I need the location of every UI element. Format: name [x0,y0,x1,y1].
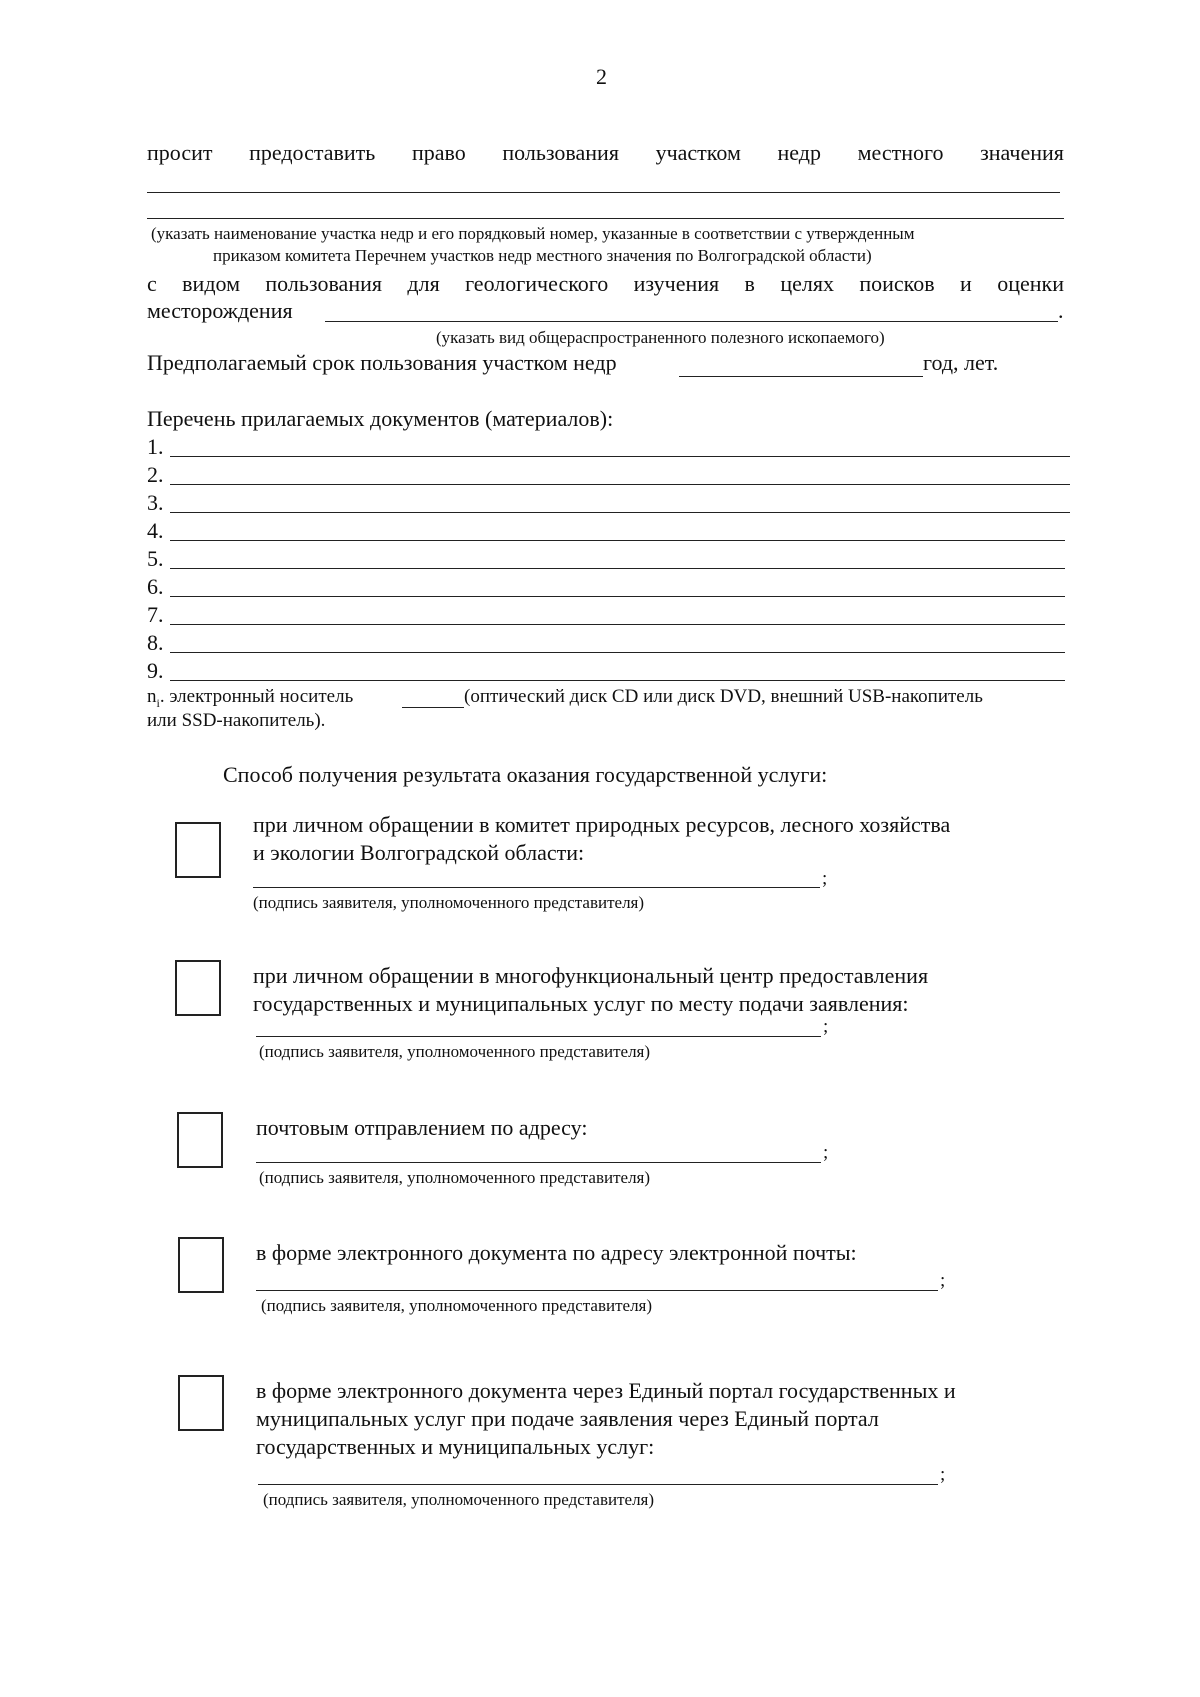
option-in-person-committee-checkbox[interactable] [175,822,221,878]
option-in-person-committee-line1: при личном обращении в комитет природных ресурсов, лесного хозяйства [253,812,951,837]
documents-heading: Перечень прилагаемых документов (материалов): [147,406,614,431]
electronic-media-count-line[interactable] [402,707,464,708]
site-name-hint: (указать наименование участка недр и его порядковый номер, указанные в соответствии с утвержденным [151,224,915,243]
request-word: предоставить [249,140,376,165]
mineral-type-hint: (указать вид общераспространенного полезного ископаемого) [436,328,885,347]
document-item-number: 7. [147,602,164,627]
option-post-line1: почтовым отправлением по адресу: [256,1115,588,1140]
electronic-media-item [147,686,353,711]
ni-text: . электронный носитель [159,686,354,707]
request-word: участком [655,140,741,165]
option-email-end: ; [940,1270,946,1291]
request-sentence [147,140,1064,166]
document-item-line[interactable] [170,456,1070,457]
option-in-person-committee-line2: и экологии Волгоградской области: [253,840,585,865]
document-item-line[interactable] [170,512,1070,513]
term-suffix: год, лет. [923,350,999,375]
page-number: 2 [596,64,607,89]
delivery-heading: Способ получения результата оказания государственной услуги: [223,762,828,787]
document-item-line[interactable] [170,540,1065,541]
option-email-signature-hint: (подпись заявителя, уполномоченного представителя) [261,1296,653,1315]
document-item-line[interactable] [170,568,1065,569]
request-word: недр [777,140,821,165]
option-mfc-checkbox[interactable] [175,960,221,1016]
deposit-label: месторождения [147,298,293,323]
option-post-end: ; [823,1142,829,1163]
request-word: местного [857,140,944,165]
option-mfc-line2: государственных и муниципальных услуг по месту подачи заявления: [253,991,909,1016]
usage-word: геологического [465,271,609,296]
usage-word: пользования [265,271,382,296]
document-item-line[interactable] [170,624,1065,625]
usage-word: в [744,271,755,296]
document-item-number: 5. [147,546,164,571]
usage-word: поисков [859,271,935,296]
mineral-type-line[interactable] [325,321,1058,322]
document-item-number: 2. [147,462,164,487]
document-item-number: 9. [147,658,164,683]
site-name-line-1[interactable] [147,192,1060,193]
document-item-line[interactable] [170,484,1070,485]
option-epgu-signature-line[interactable] [258,1484,938,1485]
document-item-number: 3. [147,490,164,515]
option-mfc-line1: при личном обращении в многофункциональный центр предоставления [253,963,929,988]
ni-sub: i [156,695,160,710]
usage-word: и [960,271,972,296]
option-mfc-end: ; [823,1016,829,1037]
option-epgu-line1: в форме электронного документа через Единый портал государственных и [256,1378,956,1403]
option-mfc-signature-line[interactable] [256,1036,821,1037]
document-item-line[interactable] [170,652,1065,653]
option-epgu-line3: государственных и муниципальных услуг: [256,1434,655,1459]
option-post-signature-line[interactable] [256,1162,821,1163]
usage-word: с [147,271,157,296]
usage-word: изучения [633,271,720,296]
option-epgu-end: ; [940,1464,946,1485]
option-mfc-signature-hint: (подпись заявителя, уполномоченного представителя) [259,1042,651,1061]
option-in-person-committee-end: ; [822,868,828,889]
option-email-signature-line[interactable] [256,1290,938,1291]
usage-word: для [407,271,440,296]
site-name-hint-2: приказом комитета Перечнем участков недр местного значения по Волгоградской области) [213,246,872,265]
electronic-media-options-2: или SSD-накопитель). [147,710,326,731]
document-item-number: 1. [147,434,164,459]
option-epgu-signature-hint: (подпись заявителя, уполномоченного представителя) [263,1490,655,1509]
option-email-line1: в форме электронного документа по адресу электронной почты: [256,1240,857,1265]
document-item-number: 8. [147,630,164,655]
request-word: пользования [502,140,619,165]
option-in-person-committee-signature-line[interactable] [253,887,820,888]
document-item-number: 4. [147,518,164,543]
option-email-checkbox[interactable] [178,1237,224,1293]
term-label: Предполагаемый срок пользования участком недр [147,350,617,375]
document-item-number: 6. [147,574,164,599]
option-epgu-checkbox[interactable] [178,1375,224,1431]
site-name-line-2[interactable] [147,218,1064,219]
ni-label: n [147,686,157,707]
document-item-line[interactable] [170,680,1065,681]
option-epgu-line2: муниципальных услуг при подаче заявления через Единый портал [256,1406,879,1431]
deposit-end: . [1058,298,1064,323]
option-post-signature-hint: (подпись заявителя, уполномоченного представителя) [259,1168,651,1187]
usage-type-sentence [147,271,1064,297]
document-item-line[interactable] [170,596,1065,597]
request-word: просит [147,140,213,165]
option-post-checkbox[interactable] [177,1112,223,1168]
term-input-line[interactable] [679,376,923,377]
usage-word: оценки [997,271,1064,296]
request-word: право [411,140,466,165]
request-word: значения [980,140,1064,165]
electronic-media-options: (оптический диск CD или диск DVD, внешний USB-накопитель [464,686,983,707]
usage-word: целях [780,271,834,296]
usage-word: видом [182,271,241,296]
option-in-person-committee-signature-hint: (подпись заявителя, уполномоченного представителя) [253,893,645,912]
